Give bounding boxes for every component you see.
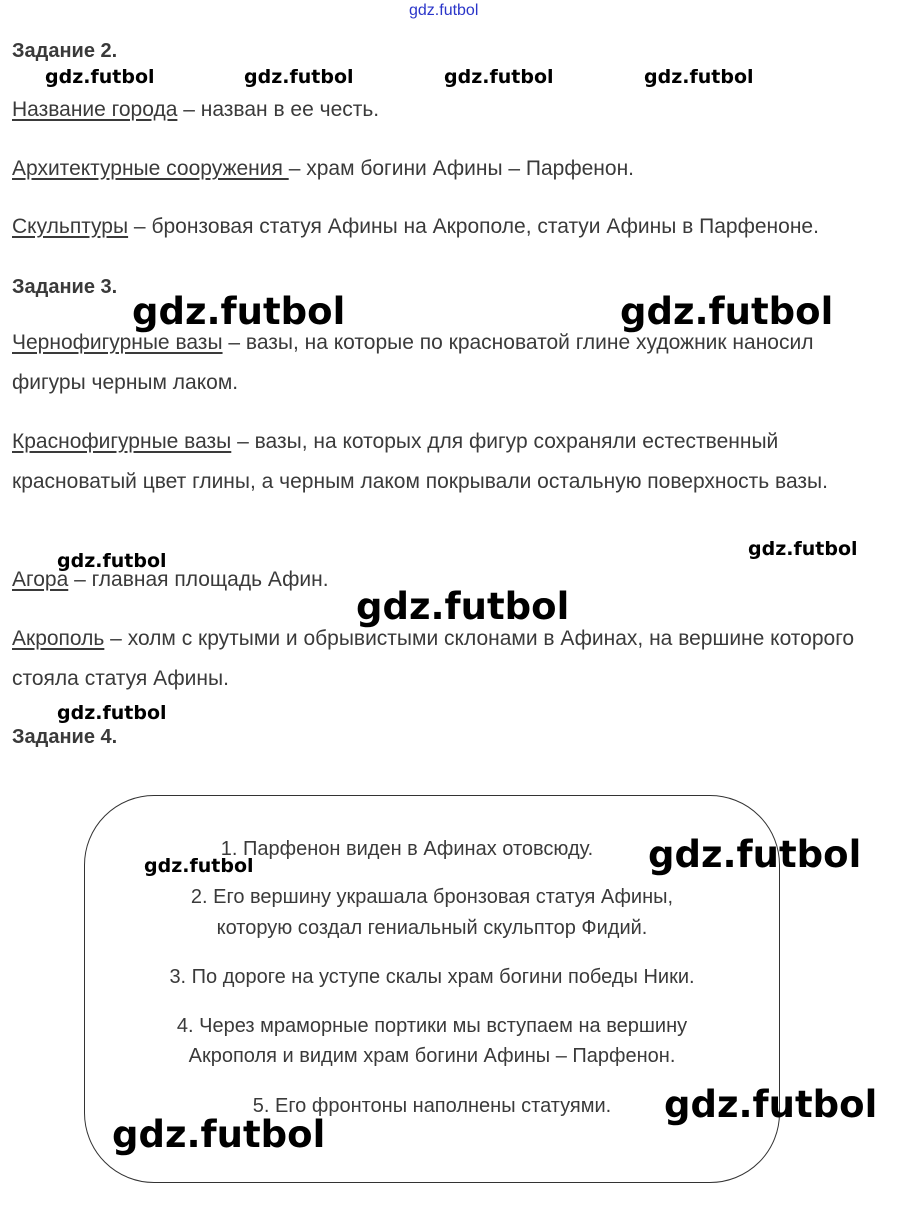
term: Архитектурные сооружения — [12, 157, 289, 180]
step-2-line-2: которую создал гениальный скульптор Фидий. — [216, 917, 648, 939]
watermark: gdz.futbol — [57, 702, 167, 724]
definition: – вазы, на которые по красноватой глине художник наносил фигуры черным лаком. — [12, 331, 814, 394]
watermark: gdz.futbol — [244, 66, 354, 88]
term: Скульптуры — [12, 215, 129, 238]
watermark: gdz.futbol — [132, 290, 346, 333]
step-1: 1. Парфенон виден в Афинах отовсюду. — [220, 838, 594, 860]
definition: – главная площадь Афин. — [68, 568, 329, 591]
task3-item-red-figure-vases — [12, 422, 862, 502]
definition: – храм богини Афины – Парфенон. — [288, 157, 635, 180]
term: Краснофигурные вазы — [12, 430, 232, 453]
watermark: gdz.futbol — [664, 1083, 878, 1126]
term: Название города — [12, 98, 178, 121]
watermark: gdz.futbol — [45, 66, 155, 88]
step-2-line-1: 2. Его вершину украшала бронзовая статуя Афины, — [190, 886, 674, 908]
task3-item-acropolis — [12, 619, 862, 699]
watermark: gdz.futbol — [644, 66, 754, 88]
step-3: 3. По дороге на уступе скалы храм богини победы Ники. — [169, 966, 695, 988]
definition: – вазы, на которых для фигур сохраняли естественный красноватый цвет глины, а черным лаком покрывали остальную поверхность вазы. — [12, 430, 828, 493]
task4-heading: Задание 4. — [12, 726, 118, 748]
task3-item-agora — [12, 560, 329, 600]
step-4-line-1: 4. Через мраморные портики мы вступаем на вершину — [176, 1015, 688, 1037]
term: Чернофигурные вазы — [12, 331, 223, 354]
term: Агора — [12, 568, 69, 591]
watermark: gdz.futbol — [144, 855, 254, 877]
task2-item-architecture — [12, 149, 634, 189]
task2-heading: Задание 2. — [12, 40, 118, 62]
term: Акрополь — [12, 627, 105, 650]
watermark-top: gdz.futbol — [409, 2, 479, 19]
task3-item-black-figure-vases — [12, 323, 892, 403]
task3-heading: Задание 3. — [12, 276, 118, 298]
task2-item-city-name — [12, 90, 379, 130]
step-5: 5. Его фронтоны наполнены статуями. — [252, 1095, 612, 1117]
watermark: gdz.futbol — [444, 66, 554, 88]
task2-item-sculptures — [12, 207, 819, 247]
definition: – назван в ее честь. — [177, 98, 380, 121]
watermark: gdz.futbol — [356, 585, 570, 628]
step-4-line-2: Акрополя и видим храм богини Афины – Парфенон. — [188, 1045, 676, 1067]
watermark: gdz.futbol — [57, 550, 167, 572]
definition: – холм с крутыми и обрывистыми склонами в Афинах, на вершине которого стояла статуя Афины. — [12, 627, 855, 690]
watermark: gdz.futbol — [648, 833, 862, 876]
watermark: gdz.futbol — [748, 538, 858, 560]
definition: – бронзовая статуя Афины на Акрополе, статуи Афины в Парфеноне. — [128, 215, 819, 238]
watermark: gdz.futbol — [620, 290, 834, 333]
watermark: gdz.futbol — [112, 1113, 326, 1156]
